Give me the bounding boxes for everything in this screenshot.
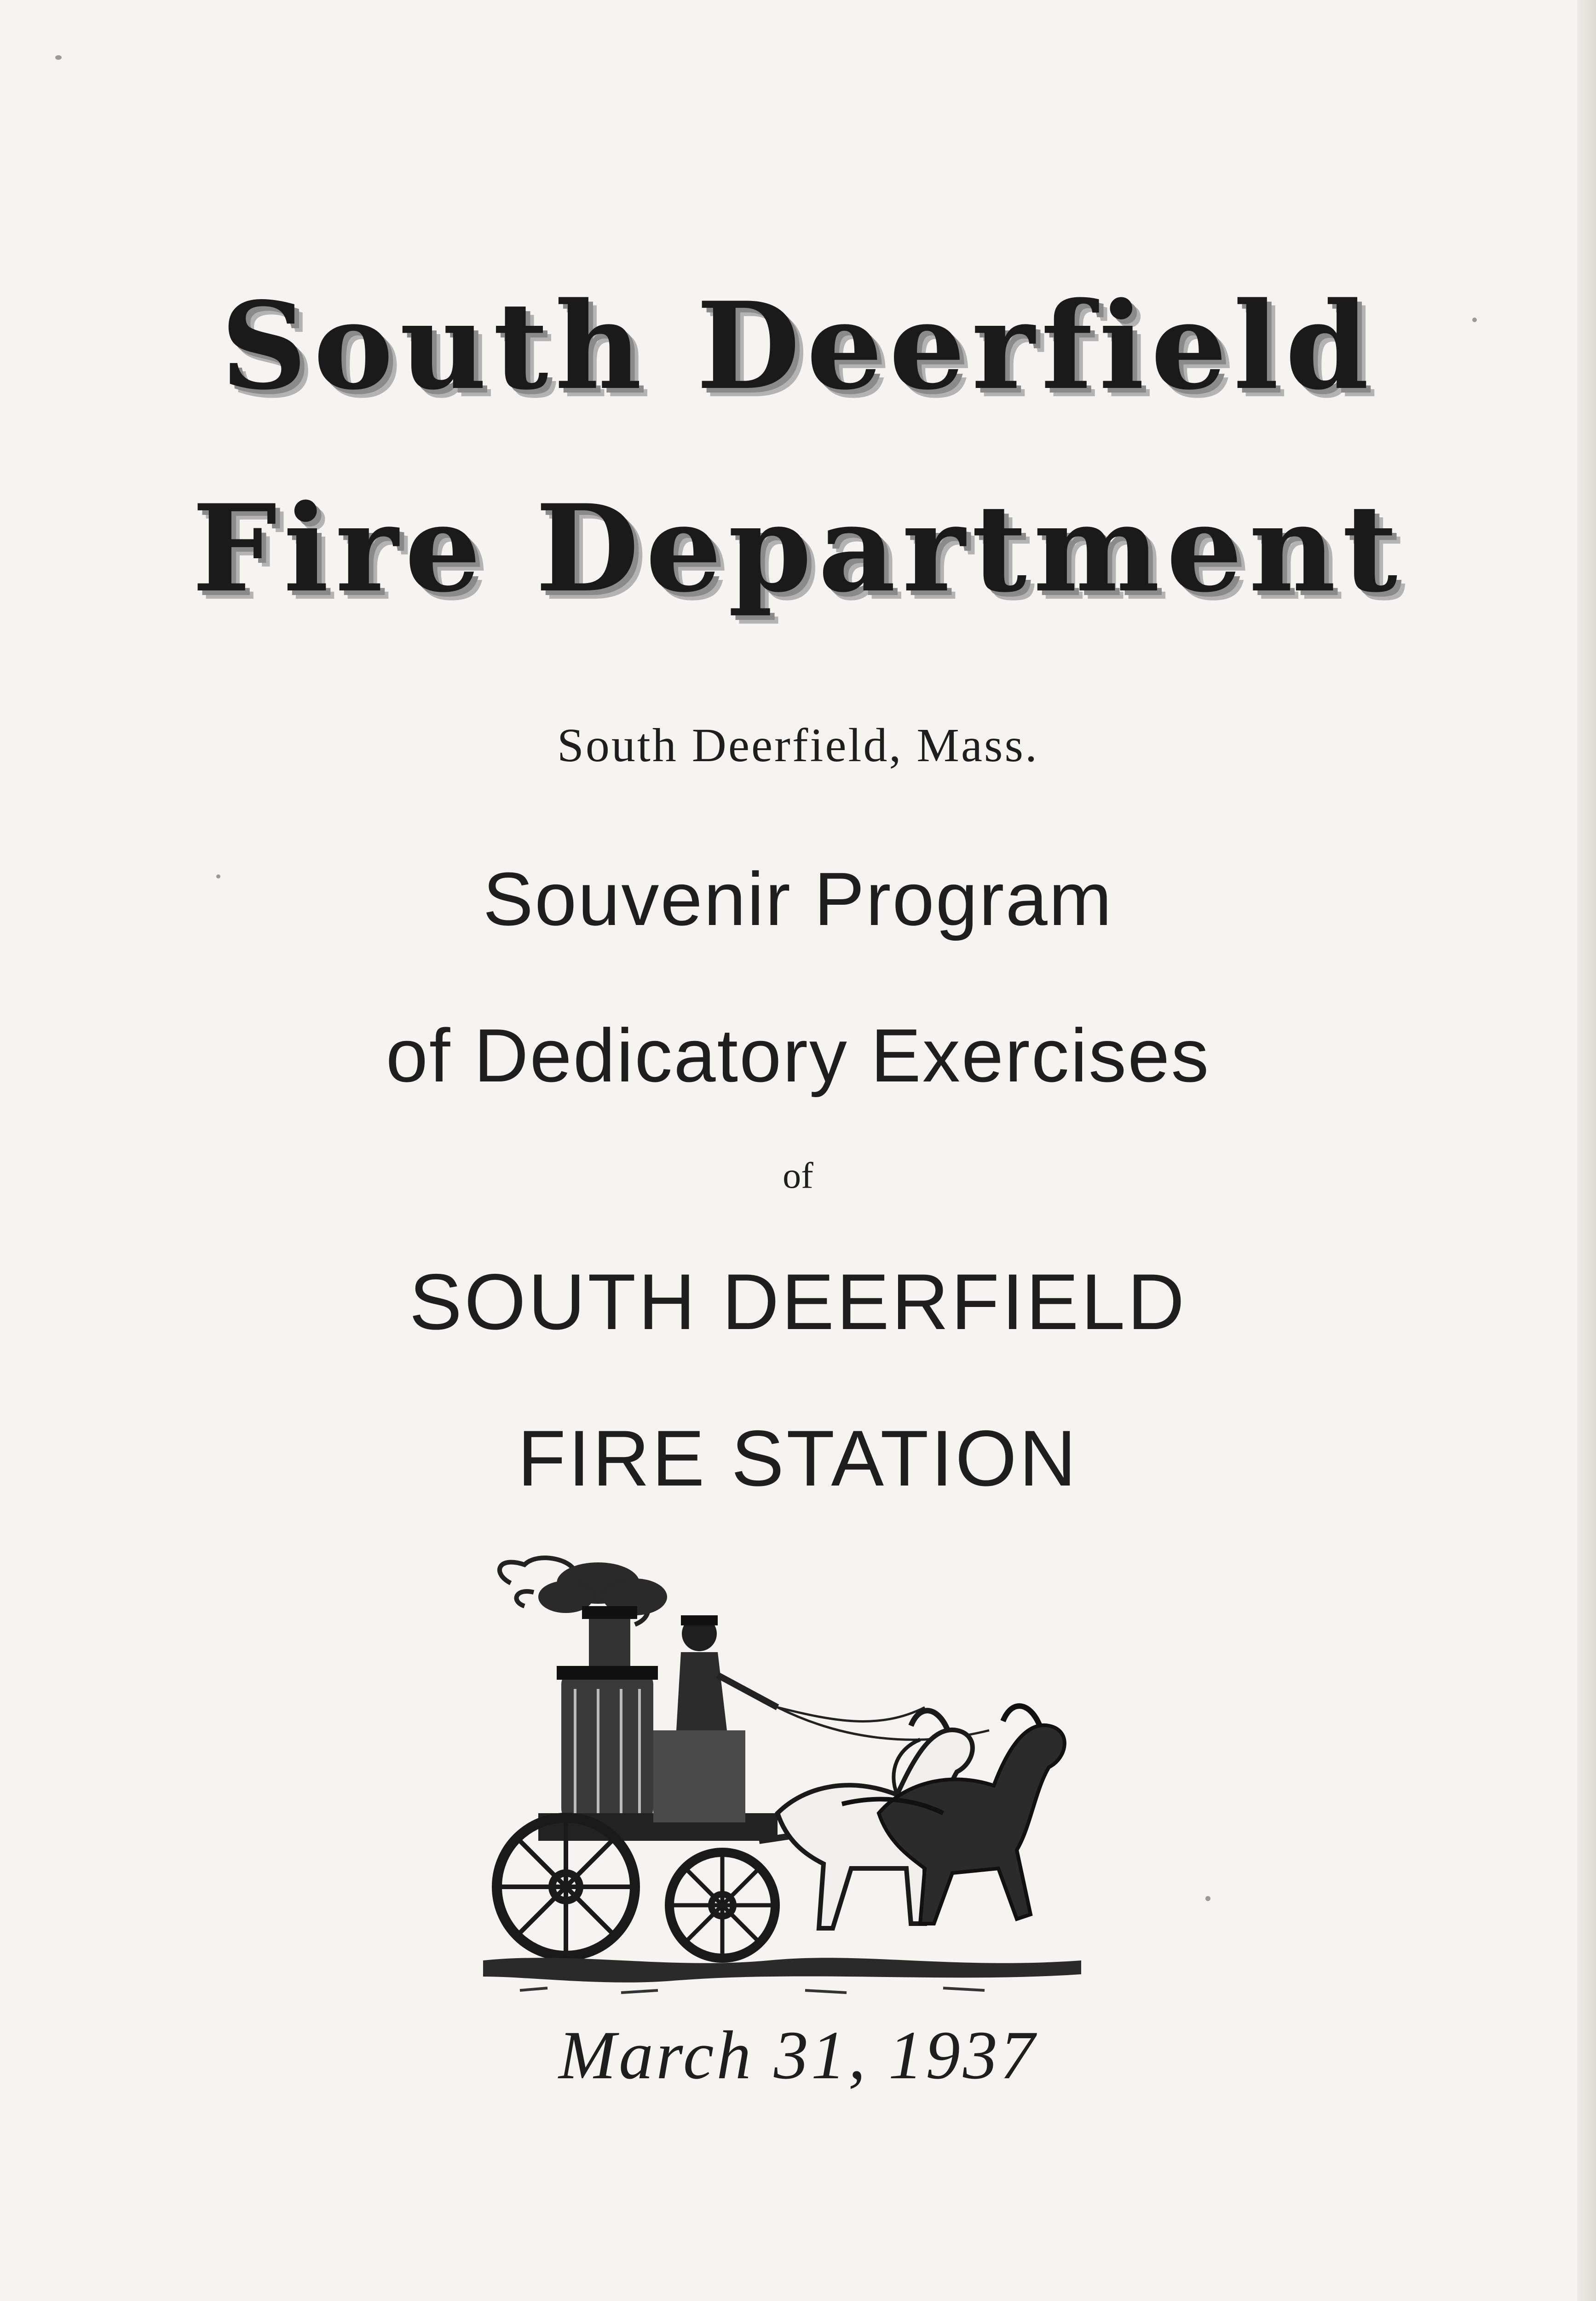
masthead-line-2: Fire Department (192, 479, 1404, 619)
connector-of: of (783, 1156, 813, 1196)
paper-speck (55, 55, 62, 60)
station-name-line-1: SOUTH DEERFIELD (409, 1258, 1187, 1346)
event-date: March 31, 1937 (559, 2017, 1037, 2093)
station-name-line-2: FIRE STATION (517, 1414, 1079, 1503)
paper-speck (1205, 1896, 1210, 1901)
place-line: South Deerfield, Mass. (557, 719, 1039, 772)
program-title-line-1: Souvenir Program (483, 857, 1113, 941)
horse-drawn-steam-fire-engine-icon (483, 1555, 1081, 2006)
program-title-line-2: of Dedicatory Exercises (386, 1013, 1210, 1098)
masthead-line-1: South Deerfield (220, 276, 1376, 416)
